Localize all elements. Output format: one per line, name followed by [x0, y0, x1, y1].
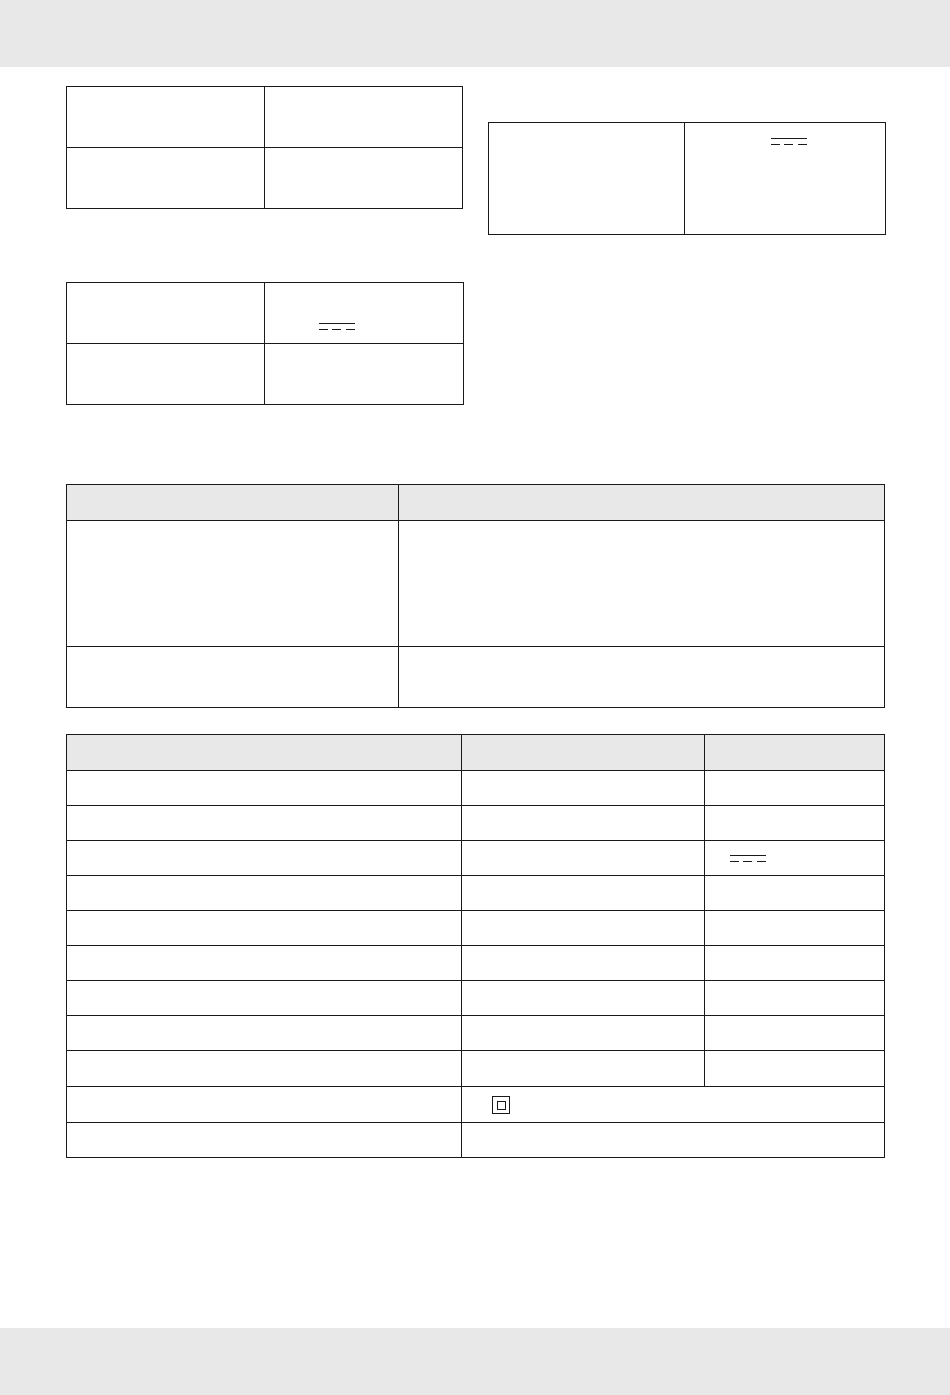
table-cell	[265, 87, 463, 148]
table-cell	[462, 1051, 705, 1087]
table-cell	[67, 1016, 462, 1051]
direct-current-icon	[771, 138, 807, 148]
spec-table-e	[66, 734, 885, 1158]
table-cell	[67, 87, 265, 148]
table-cell	[705, 911, 885, 946]
table-cell	[705, 876, 885, 911]
protection-class-ii-icon	[492, 1096, 510, 1114]
table-cell	[67, 344, 265, 405]
table-cell	[265, 148, 463, 209]
table-cell	[705, 946, 885, 981]
table-cell	[399, 521, 885, 647]
table-cell	[67, 806, 462, 841]
table-header-cell	[67, 485, 399, 521]
table-cell	[67, 841, 462, 876]
spec-table-d	[66, 484, 885, 708]
table-cell	[462, 911, 705, 946]
spec-table-c	[66, 282, 464, 405]
table-cell	[705, 806, 885, 841]
table-cell	[462, 841, 705, 876]
table-header-cell	[399, 485, 885, 521]
table-cell	[705, 1016, 885, 1051]
table-cell	[67, 148, 265, 209]
direct-current-icon	[730, 855, 766, 865]
table-cell	[462, 1016, 705, 1051]
table-cell	[489, 123, 685, 235]
table-cell	[462, 771, 705, 806]
table-cell	[67, 771, 462, 806]
table-cell	[462, 1123, 885, 1158]
table-cell	[462, 1087, 885, 1123]
direct-current-icon	[319, 323, 355, 333]
table-cell	[67, 981, 462, 1016]
table-cell	[67, 521, 399, 647]
table-cell	[685, 123, 886, 235]
top-band	[0, 0, 950, 67]
table-cell	[67, 647, 399, 708]
table-cell	[67, 911, 462, 946]
table-header-cell	[705, 735, 885, 771]
table-cell	[705, 841, 885, 876]
table-cell	[462, 806, 705, 841]
table-cell	[67, 283, 265, 344]
table-cell	[67, 1087, 462, 1123]
table-cell	[67, 1123, 462, 1158]
table-header-cell	[462, 735, 705, 771]
table-cell	[705, 1051, 885, 1087]
table-cell	[265, 344, 464, 405]
table-cell	[67, 946, 462, 981]
table-cell	[67, 876, 462, 911]
spec-table-a	[66, 86, 463, 209]
table-cell	[705, 771, 885, 806]
table-header-cell	[67, 735, 462, 771]
table-cell	[462, 981, 705, 1016]
table-cell	[462, 946, 705, 981]
spec-table-b	[488, 122, 886, 235]
table-cell	[705, 981, 885, 1016]
table-cell	[462, 876, 705, 911]
table-cell	[265, 283, 464, 344]
table-cell	[67, 1051, 462, 1087]
table-cell	[399, 647, 885, 708]
bottom-band	[0, 1328, 950, 1395]
